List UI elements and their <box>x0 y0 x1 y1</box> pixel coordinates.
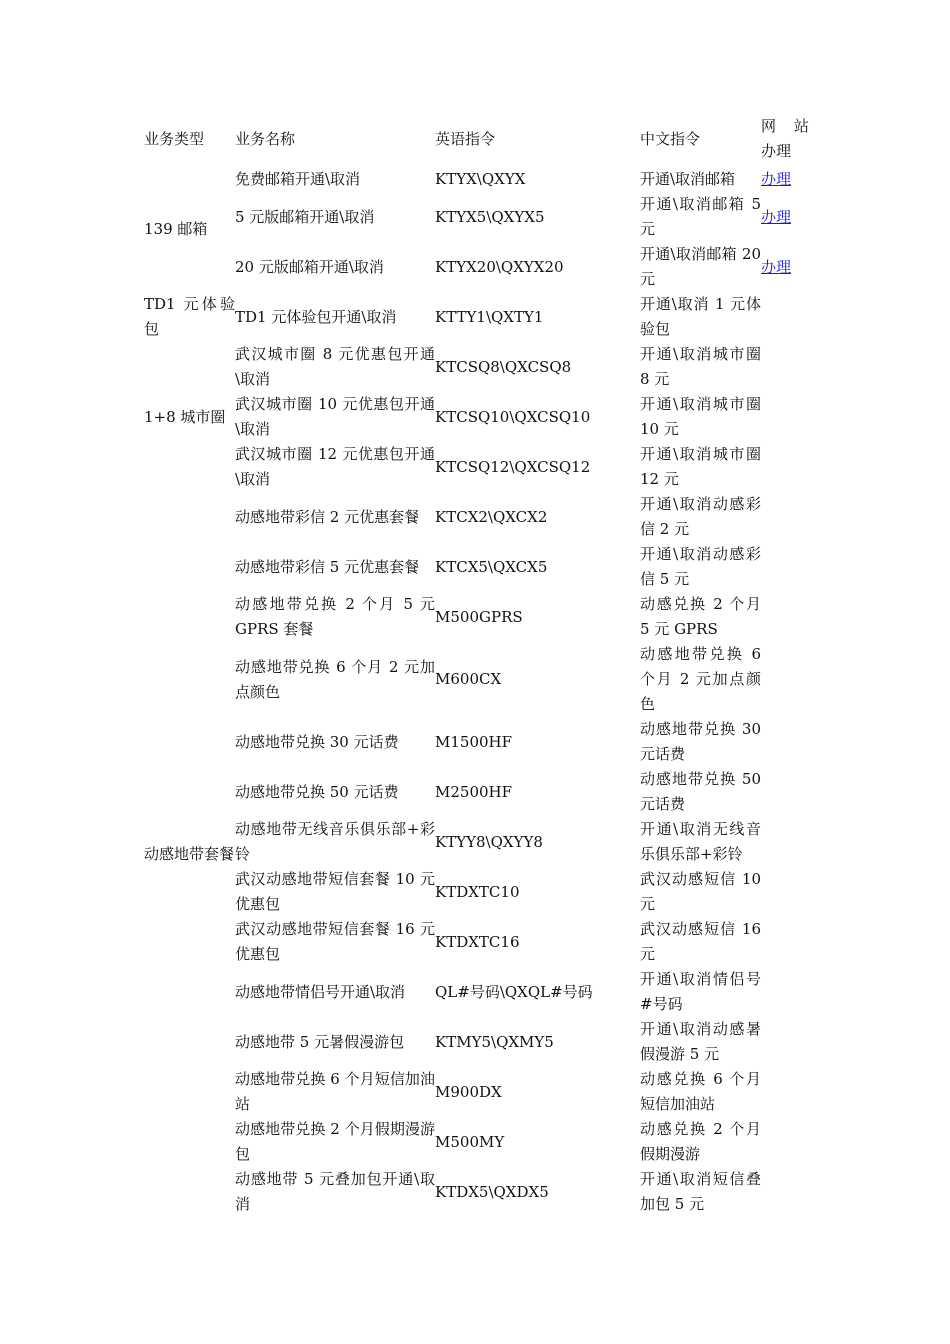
cell-chinese-command: 开通\取消城市圈 8 元 <box>640 345 761 388</box>
cell-chinese-command: 开通\取消无线音乐俱乐部+彩铃 <box>640 820 761 863</box>
cell-website <box>761 492 809 542</box>
table-body <box>144 112 809 1217</box>
cell-service-name: 动感地带彩信 2 元优惠套餐 <box>235 507 420 526</box>
header-name: 业务名称 <box>235 129 296 148</box>
cell-english-command: KTDXTC16 <box>435 932 520 951</box>
table-row <box>144 592 809 642</box>
table-row <box>144 1067 809 1117</box>
handle-online-link[interactable]: 办理 <box>761 207 792 226</box>
cell-website <box>761 1067 809 1117</box>
table-row <box>144 542 809 592</box>
cell-chinese-command: 开通\取消邮箱 <box>640 169 736 188</box>
cell-chinese-command: 武汉动感短信 10 元 <box>640 870 761 913</box>
table-row <box>144 717 809 767</box>
cell-website <box>761 292 809 342</box>
cell-service-name: 动感地带兑换 2 个月假期漫游包 <box>235 1120 435 1163</box>
cell-english-command: KTYX5\QXYX5 <box>435 207 545 226</box>
cell-chinese-command: 开通\取消城市圈 10 元 <box>640 395 761 438</box>
handle-online-link[interactable]: 办理 <box>761 169 792 188</box>
cell-website <box>761 1167 809 1217</box>
cell-chinese-command: 动感兑换 6 个月短信加油站 <box>640 1070 761 1113</box>
cell-service-type: TD1 元体验包 <box>144 295 235 338</box>
cell-service-name: 动感地带情侣号开通\取消 <box>235 982 406 1001</box>
cell-english-command: M1500HF <box>435 732 513 751</box>
header-zh: 中文指令 <box>640 129 701 148</box>
cell-service-name: 动感地带无线音乐俱乐部+彩铃 <box>235 820 435 863</box>
header-site: 网 站 办理 <box>761 117 809 160</box>
cell-website <box>761 967 809 1017</box>
table-row <box>144 292 809 342</box>
service-command-table <box>144 112 809 1217</box>
cell-service-name: 武汉动感地带短信套餐 16 元优惠包 <box>235 920 435 963</box>
cell-english-command: M500GPRS <box>435 607 523 626</box>
cell-service-name: 5 元版邮箱开通\取消 <box>235 207 375 226</box>
cell-english-command: QL#号码\QXQL#号码 <box>435 982 593 1001</box>
cell-chinese-command: 开通\取消城市圈 12 元 <box>640 445 761 488</box>
table-row <box>144 342 809 392</box>
cell-service-name: 武汉城市圈 10 元优惠包开通\取消 <box>235 395 435 438</box>
cell-website <box>761 1017 809 1067</box>
cell-service-name: 动感地带兑换 2 个月 5 元 GPRS 套餐 <box>235 595 435 638</box>
cell-website <box>761 592 809 642</box>
cell-website <box>761 1117 809 1167</box>
cell-service-type: 动感地带套餐 <box>144 845 235 863</box>
cell-website <box>761 242 809 292</box>
cell-chinese-command: 动感地带兑换 50 元话费 <box>640 770 761 813</box>
cell-english-command: M900DX <box>435 1082 502 1101</box>
table-row <box>144 767 809 817</box>
cell-website <box>761 442 809 492</box>
cell-english-command: M600CX <box>435 670 502 688</box>
cell-service-name: 动感地带彩信 5 元优惠套餐 <box>235 557 420 576</box>
table-row <box>144 192 809 242</box>
cell-service-name: 动感地带兑换 6 个月短信加油站 <box>235 1070 435 1113</box>
cell-chinese-command: 开通\取消 1 元体验包 <box>640 295 761 338</box>
cell-english-command: KTCSQ12\QXCSQ12 <box>435 457 591 476</box>
cell-english-command: KTMY5\QXMY5 <box>435 1032 554 1051</box>
cell-website <box>761 642 809 717</box>
cell-service-name: 动感地带 5 元叠加包开通\取消 <box>235 1170 435 1213</box>
cell-english-command: KTCX2\QXCX2 <box>435 507 548 526</box>
cell-chinese-command: 开通\取消动感暑假漫游 5 元 <box>640 1020 761 1063</box>
table-row <box>144 817 809 867</box>
cell-website <box>761 542 809 592</box>
cell-english-command: M2500HF <box>435 782 513 801</box>
cell-english-command: KTCX5\QXCX5 <box>435 557 548 576</box>
cell-english-command: KTYY8\QXYY8 <box>435 832 543 851</box>
cell-website <box>761 717 809 767</box>
cell-website <box>761 342 809 392</box>
cell-chinese-command: 动感地带兑换 6 个月 2 元加点颜色 <box>640 645 761 713</box>
cell-service-name: 动感地带兑换 6 个月 2 元加点颜色 <box>235 657 435 701</box>
cell-chinese-command: 动感兑换 2 个月 5 元 GPRS <box>640 595 761 638</box>
cell-chinese-command: 武汉动感短信 16 元 <box>640 920 761 963</box>
cell-service-name: 武汉城市圈 12 元优惠包开通\取消 <box>235 445 435 488</box>
table-row <box>144 1017 809 1067</box>
cell-english-command: M500MY <box>435 1132 505 1151</box>
cell-service-name: TD1 元体验包开通\取消 <box>235 307 397 326</box>
cell-english-command: KTDXTC10 <box>435 882 520 901</box>
cell-english-command: KTTY1\QXTY1 <box>435 307 544 326</box>
cell-website <box>761 392 809 442</box>
table-row <box>144 492 809 542</box>
table-row <box>144 442 809 492</box>
cell-service-name: 动感地带兑换 50 元话费 <box>235 782 399 801</box>
table-row <box>144 867 809 917</box>
header-en: 英语指令 <box>435 129 496 148</box>
cell-service-name: 20 元版邮箱开通\取消 <box>235 257 384 276</box>
cell-website <box>761 867 809 917</box>
table-row <box>144 917 809 967</box>
cell-website <box>761 917 809 967</box>
cell-chinese-command: 开通\取消动感彩信 5 元 <box>640 545 761 588</box>
cell-chinese-command: 动感兑换 2 个月假期漫游 <box>640 1120 761 1163</box>
cell-english-command: KTDX5\QXDX5 <box>435 1182 549 1201</box>
cell-website <box>761 192 809 242</box>
cell-english-command: KTCSQ10\QXCSQ10 <box>435 407 591 426</box>
table-row <box>144 166 809 192</box>
cell-service-name: 动感地带兑换 30 元话费 <box>235 732 399 751</box>
cell-chinese-command: 开通\取消邮箱 20 元 <box>640 245 761 288</box>
cell-chinese-command: 动感地带兑换 30 元话费 <box>640 720 761 763</box>
handle-online-link[interactable]: 办理 <box>761 257 792 276</box>
cell-service-name: 动感地带 5 元暑假漫游包 <box>235 1032 405 1051</box>
cell-chinese-command: 开通\取消邮箱 5 元 <box>640 195 761 238</box>
table-row <box>144 1117 809 1167</box>
cell-service-name: 武汉动感地带短信套餐 10 元优惠包 <box>235 870 435 913</box>
cell-chinese-command: 开通\取消短信叠加包 5 元 <box>640 1170 761 1213</box>
table-row <box>144 967 809 1017</box>
cell-chinese-command: 开通\取消动感彩信 2 元 <box>640 495 761 538</box>
cell-english-command: KTYX\QXYX <box>435 169 526 188</box>
header-type: 业务类型 <box>144 129 205 148</box>
cell-service-name: 武汉城市圈 8 元优惠包开通\取消 <box>235 345 435 388</box>
cell-service-type: 1+8 城市圈 <box>144 407 226 426</box>
cell-english-command: KTYX20\QXYX20 <box>435 257 564 276</box>
cell-english-command: KTCSQ8\QXCSQ8 <box>435 357 572 376</box>
table-row <box>144 392 809 442</box>
table-row <box>144 1167 809 1217</box>
cell-website <box>761 817 809 867</box>
table-row <box>144 242 809 292</box>
cell-service-name: 免费邮箱开通\取消 <box>235 169 361 188</box>
cell-chinese-command: 开通\取消情侣号#号码 <box>640 970 761 1013</box>
table-row <box>144 642 809 717</box>
cell-service-type: 139 邮箱 <box>144 219 208 238</box>
cell-website <box>761 166 809 192</box>
table-header-row <box>144 112 809 166</box>
cell-website <box>761 767 809 817</box>
